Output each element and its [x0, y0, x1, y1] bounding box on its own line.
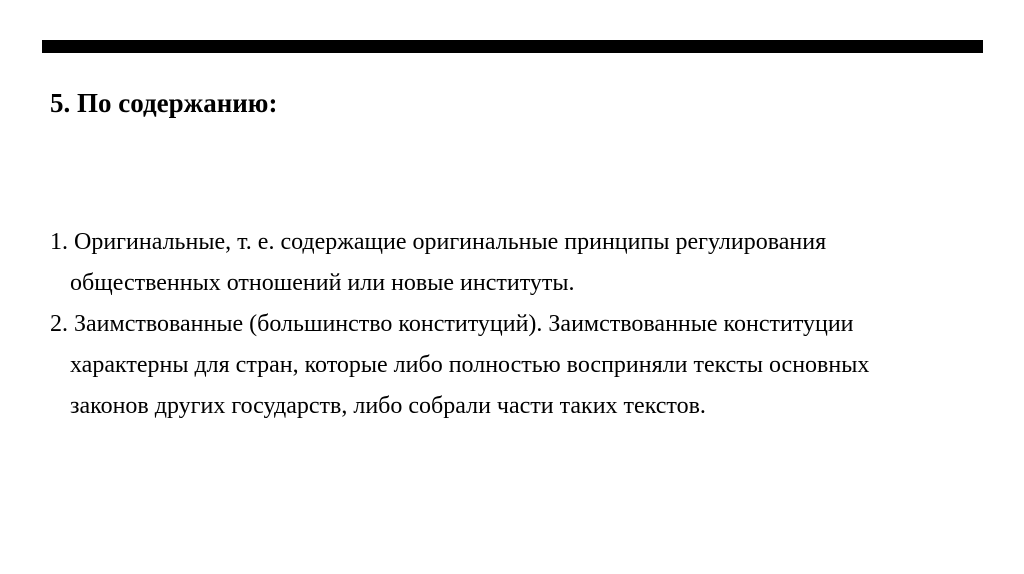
content-list	[50, 222, 950, 427]
header-rule	[42, 40, 983, 53]
list-item: 2. Заимствованные (большинство конституций). Заимствованные конституции характерны для стран, которые либо полностью восприняли тексты основных законов других государств, либо собрали части таких текстов.	[50, 311, 870, 419]
slide-title: 5. По содержанию:	[50, 88, 278, 118]
list-item: 1. Оригинальные, т. е. содержащие оригинальные принципы регулирования общественных отношений или новые институты.	[50, 229, 827, 296]
